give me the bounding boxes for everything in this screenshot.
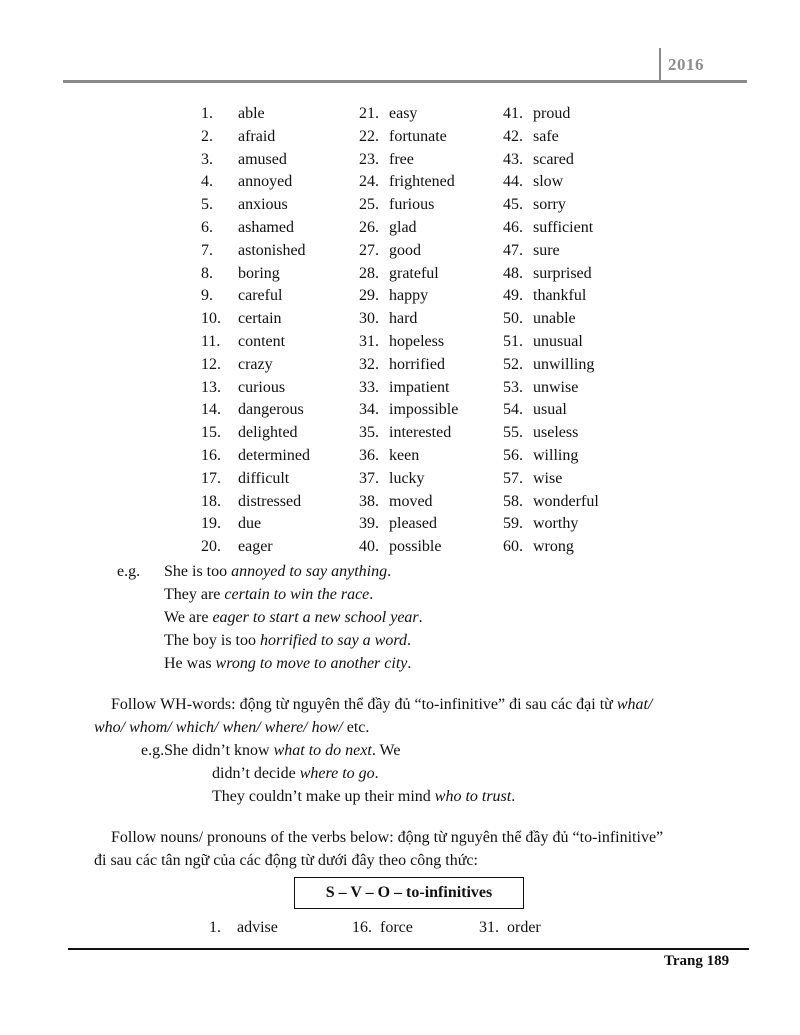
- list-item-number: 1.: [201, 105, 213, 122]
- list-item: [201, 399, 310, 422]
- list-item-word: keen: [389, 446, 420, 464]
- list-item-word: fortunate: [389, 127, 447, 145]
- list-item: [359, 513, 458, 536]
- list-item: [359, 354, 458, 377]
- list-item-number: 7.: [201, 241, 213, 259]
- list-item-word: hopeless: [389, 332, 445, 350]
- list-item-word: possible: [389, 538, 442, 556]
- list-item-number: 33.: [359, 378, 379, 396]
- list-item-number: 59.: [503, 515, 523, 533]
- list-item-number: 42.: [503, 127, 523, 145]
- list-item: [201, 422, 310, 445]
- list-item-number: 27.: [359, 241, 379, 259]
- list-item: [359, 103, 458, 126]
- list-item: [503, 331, 599, 354]
- list-item: [201, 217, 310, 240]
- wh-example-3: They couldn’t make up their mind who to trust.: [212, 788, 516, 805]
- list-item-number: 43.: [503, 150, 523, 168]
- list-item: [359, 263, 458, 286]
- list-item-word: wrong: [533, 538, 574, 556]
- list-item: [201, 377, 310, 400]
- list-item-number: 45.: [503, 196, 523, 214]
- list-item-number: 20.: [201, 538, 221, 556]
- list-item-word: dangerous: [238, 401, 304, 419]
- list-item-word: moved: [389, 492, 433, 510]
- list-item-number: 23.: [359, 150, 379, 168]
- list-item-number: 34.: [359, 401, 379, 419]
- list-item-word: furious: [389, 196, 435, 214]
- list-item: [503, 217, 599, 240]
- example-sentence: He was wrong to move to another city.: [164, 655, 412, 672]
- header-year: 2016: [668, 55, 704, 74]
- list-item: [503, 194, 599, 217]
- list-item: [359, 240, 458, 263]
- list-item-word: worthy: [533, 515, 579, 533]
- list-item: [201, 308, 310, 331]
- list-item-number: 12.: [201, 355, 221, 373]
- list-item-word: sorry: [533, 196, 566, 214]
- list-item-number: 11.: [201, 332, 221, 350]
- example-sentence: They are certain to win the race.: [164, 586, 374, 603]
- nouns-paragraph-line-2: đi sau các tân ngữ của các động từ dưới đây theo công thức:: [94, 852, 478, 869]
- list-item-number: 14.: [201, 401, 221, 419]
- list-item-number: 53.: [503, 378, 523, 396]
- list-item-word: sure: [533, 241, 560, 259]
- list-item-word: happy: [389, 287, 429, 305]
- list-item: [201, 285, 310, 308]
- list-item-word: eager: [238, 538, 273, 556]
- list-item-number: 60.: [503, 538, 523, 556]
- list-item: [201, 103, 310, 126]
- verb-item: 31. order: [479, 919, 541, 936]
- list-item-word: wonderful: [533, 492, 599, 510]
- list-item: [503, 491, 599, 514]
- list-item-number: 31.: [359, 332, 379, 350]
- list-item-word: wise: [533, 469, 563, 487]
- list-item-word: amused: [238, 150, 287, 168]
- list-item: [359, 445, 458, 468]
- list-item: [359, 126, 458, 149]
- list-item-number: 35.: [359, 424, 379, 442]
- header-divider: [659, 48, 661, 82]
- list-item-word: distressed: [238, 492, 302, 510]
- list-item: [359, 377, 458, 400]
- list-item: [359, 149, 458, 172]
- list-item-word: interested: [389, 424, 452, 442]
- list-item: [503, 513, 599, 536]
- list-item-word: thankful: [533, 287, 587, 305]
- list-item-number: 21.: [359, 105, 379, 122]
- list-item-number: 16.: [201, 446, 221, 464]
- list-item: [359, 171, 458, 194]
- list-item: [201, 331, 310, 354]
- list-item-word: unwilling: [533, 355, 595, 373]
- list-item: [503, 103, 599, 126]
- list-item: [201, 491, 310, 514]
- list-item: [503, 263, 599, 286]
- list-item-number: 41.: [503, 105, 523, 122]
- list-item: [201, 513, 310, 536]
- list-item: [503, 377, 599, 400]
- list-item-number: 44.: [503, 173, 523, 191]
- wh-example-2: didn’t decide where to go.: [212, 765, 379, 782]
- list-item-number: 4.: [201, 173, 213, 191]
- list-item-word: delighted: [238, 424, 298, 442]
- list-item-word: slow: [533, 173, 564, 191]
- adjective-column-1: [201, 103, 310, 559]
- example-label: e.g.: [117, 563, 141, 580]
- list-item: [503, 354, 599, 377]
- list-item: [201, 263, 310, 286]
- verb-item: 16. force: [352, 919, 413, 936]
- list-item-word: proud: [533, 105, 571, 122]
- list-item: [201, 536, 310, 559]
- list-item-number: 36.: [359, 446, 379, 464]
- list-item-number: 28.: [359, 264, 379, 282]
- example-sentence: The boy is too horrified to say a word.: [164, 632, 411, 649]
- list-item-word: glad: [389, 218, 417, 236]
- adjective-column-3: [503, 103, 599, 559]
- list-item-number: 38.: [359, 492, 379, 510]
- list-item-word: willing: [533, 446, 579, 464]
- list-item-number: 40.: [359, 538, 379, 556]
- list-item-word: determined: [238, 446, 310, 464]
- list-item-number: 13.: [201, 378, 221, 396]
- list-item: [201, 468, 310, 491]
- list-item-word: free: [389, 150, 414, 168]
- list-item-number: 6.: [201, 218, 213, 236]
- list-item-number: 56.: [503, 446, 523, 464]
- list-item-number: 48.: [503, 264, 523, 282]
- list-item-number: 29.: [359, 287, 379, 305]
- list-item-number: 5.: [201, 196, 213, 214]
- list-item-word: curious: [238, 378, 286, 396]
- list-item-word: horrified: [389, 355, 445, 373]
- list-item: [359, 308, 458, 331]
- list-item-number: 39.: [359, 515, 379, 533]
- list-item: [359, 285, 458, 308]
- list-item: [503, 240, 599, 263]
- list-item-number: 58.: [503, 492, 523, 510]
- list-item-word: anxious: [238, 196, 288, 214]
- list-item-word: afraid: [238, 127, 276, 145]
- list-item-word: sufficient: [533, 218, 594, 236]
- list-item: [359, 536, 458, 559]
- list-item-number: 19.: [201, 515, 221, 533]
- list-item-number: 57.: [503, 469, 523, 487]
- list-item: [359, 331, 458, 354]
- list-item: [503, 285, 599, 308]
- list-item-word: easy: [389, 105, 418, 122]
- list-item: [201, 194, 310, 217]
- list-item: [201, 149, 310, 172]
- list-item: [201, 240, 310, 263]
- list-item-word: surprised: [533, 264, 592, 282]
- list-item: [503, 308, 599, 331]
- list-item: [503, 468, 599, 491]
- list-item: [503, 445, 599, 468]
- list-item-word: grateful: [389, 264, 439, 282]
- list-item-number: 22.: [359, 127, 379, 145]
- page-number: Trang 189: [664, 953, 730, 969]
- list-item-word: able: [238, 105, 265, 122]
- list-item: [503, 149, 599, 172]
- list-item: [201, 445, 310, 468]
- list-item-word: scared: [533, 150, 574, 168]
- example-sentence: We are eager to start a new school year.: [164, 609, 423, 626]
- list-item: [503, 171, 599, 194]
- footer-rule: [68, 948, 749, 950]
- list-item-word: unwise: [533, 378, 579, 396]
- list-item-word: crazy: [238, 355, 273, 373]
- list-item-number: 18.: [201, 492, 221, 510]
- list-item: [359, 194, 458, 217]
- list-item-number: 50.: [503, 310, 523, 328]
- list-item-word: hard: [389, 310, 418, 328]
- list-item-number: 30.: [359, 310, 379, 328]
- list-item-word: impossible: [389, 401, 459, 419]
- list-item-number: 15.: [201, 424, 221, 442]
- list-item-number: 3.: [201, 150, 213, 168]
- list-item: [359, 217, 458, 240]
- list-item-number: 52.: [503, 355, 523, 373]
- list-item-number: 55.: [503, 424, 523, 442]
- list-item-word: frightened: [389, 173, 455, 191]
- list-item-number: 25.: [359, 196, 379, 214]
- list-item-word: due: [238, 515, 262, 533]
- list-item-number: 9.: [201, 287, 213, 305]
- list-item-word: useless: [533, 424, 579, 442]
- list-item-word: pleased: [389, 515, 437, 533]
- adjective-column-2: [359, 103, 458, 559]
- list-item: [503, 126, 599, 149]
- list-item-word: certain: [238, 310, 282, 328]
- list-item-word: astonished: [238, 241, 306, 259]
- list-item-number: 51.: [503, 332, 523, 350]
- list-item-number: 49.: [503, 287, 523, 305]
- list-item: [201, 126, 310, 149]
- list-item: [503, 399, 599, 422]
- list-item: [201, 171, 310, 194]
- list-item: [359, 491, 458, 514]
- header-rule: [63, 80, 747, 83]
- list-item-word: boring: [238, 264, 280, 282]
- list-item-number: 2.: [201, 127, 213, 145]
- list-item-word: difficult: [238, 469, 290, 487]
- list-item-number: 8.: [201, 264, 213, 282]
- list-item-word: safe: [533, 127, 559, 145]
- list-item-number: 32.: [359, 355, 379, 373]
- list-item: [503, 422, 599, 445]
- example-sentence: She is too annoyed to say anything.: [164, 563, 392, 580]
- list-item: [359, 422, 458, 445]
- list-item: [201, 354, 310, 377]
- list-item-word: impatient: [389, 378, 450, 396]
- verb-item: 1. advise: [209, 919, 278, 936]
- list-item-word: unusual: [533, 332, 583, 350]
- list-item: [503, 536, 599, 559]
- wh-paragraph-line-1: Follow WH-words: động từ nguyên thể đầy đủ “to-infinitive” đi sau các đại từ what/: [111, 696, 653, 713]
- list-item-number: 10.: [201, 310, 221, 328]
- list-item-word: good: [389, 241, 421, 259]
- list-item-word: usual: [533, 401, 567, 419]
- list-item-number: 54.: [503, 401, 523, 419]
- wh-paragraph-line-2: who/ whom/ which/ when/ where/ how/ etc.: [94, 719, 370, 736]
- list-item-word: lucky: [389, 469, 425, 487]
- list-item: [359, 468, 458, 491]
- list-item-number: 24.: [359, 173, 379, 191]
- nouns-paragraph-line-1: Follow nouns/ pronouns of the verbs below: động từ nguyên thể đầy đủ “to-infinitive”: [111, 829, 664, 846]
- formula-box: S – V – O – to-infinitives: [294, 877, 524, 909]
- list-item-number: 17.: [201, 469, 221, 487]
- wh-example-1: e.g.She didn’t know what to do next. We: [141, 742, 401, 759]
- list-item: [359, 399, 458, 422]
- list-item-number: 37.: [359, 469, 379, 487]
- list-item-number: 26.: [359, 218, 379, 236]
- list-item-word: unable: [533, 310, 576, 328]
- list-item-word: content: [238, 332, 286, 350]
- list-item-word: careful: [238, 287, 283, 305]
- list-item-number: 47.: [503, 241, 523, 259]
- list-item-word: ashamed: [238, 218, 294, 236]
- list-item-number: 46.: [503, 218, 523, 236]
- list-item-word: annoyed: [238, 173, 293, 191]
